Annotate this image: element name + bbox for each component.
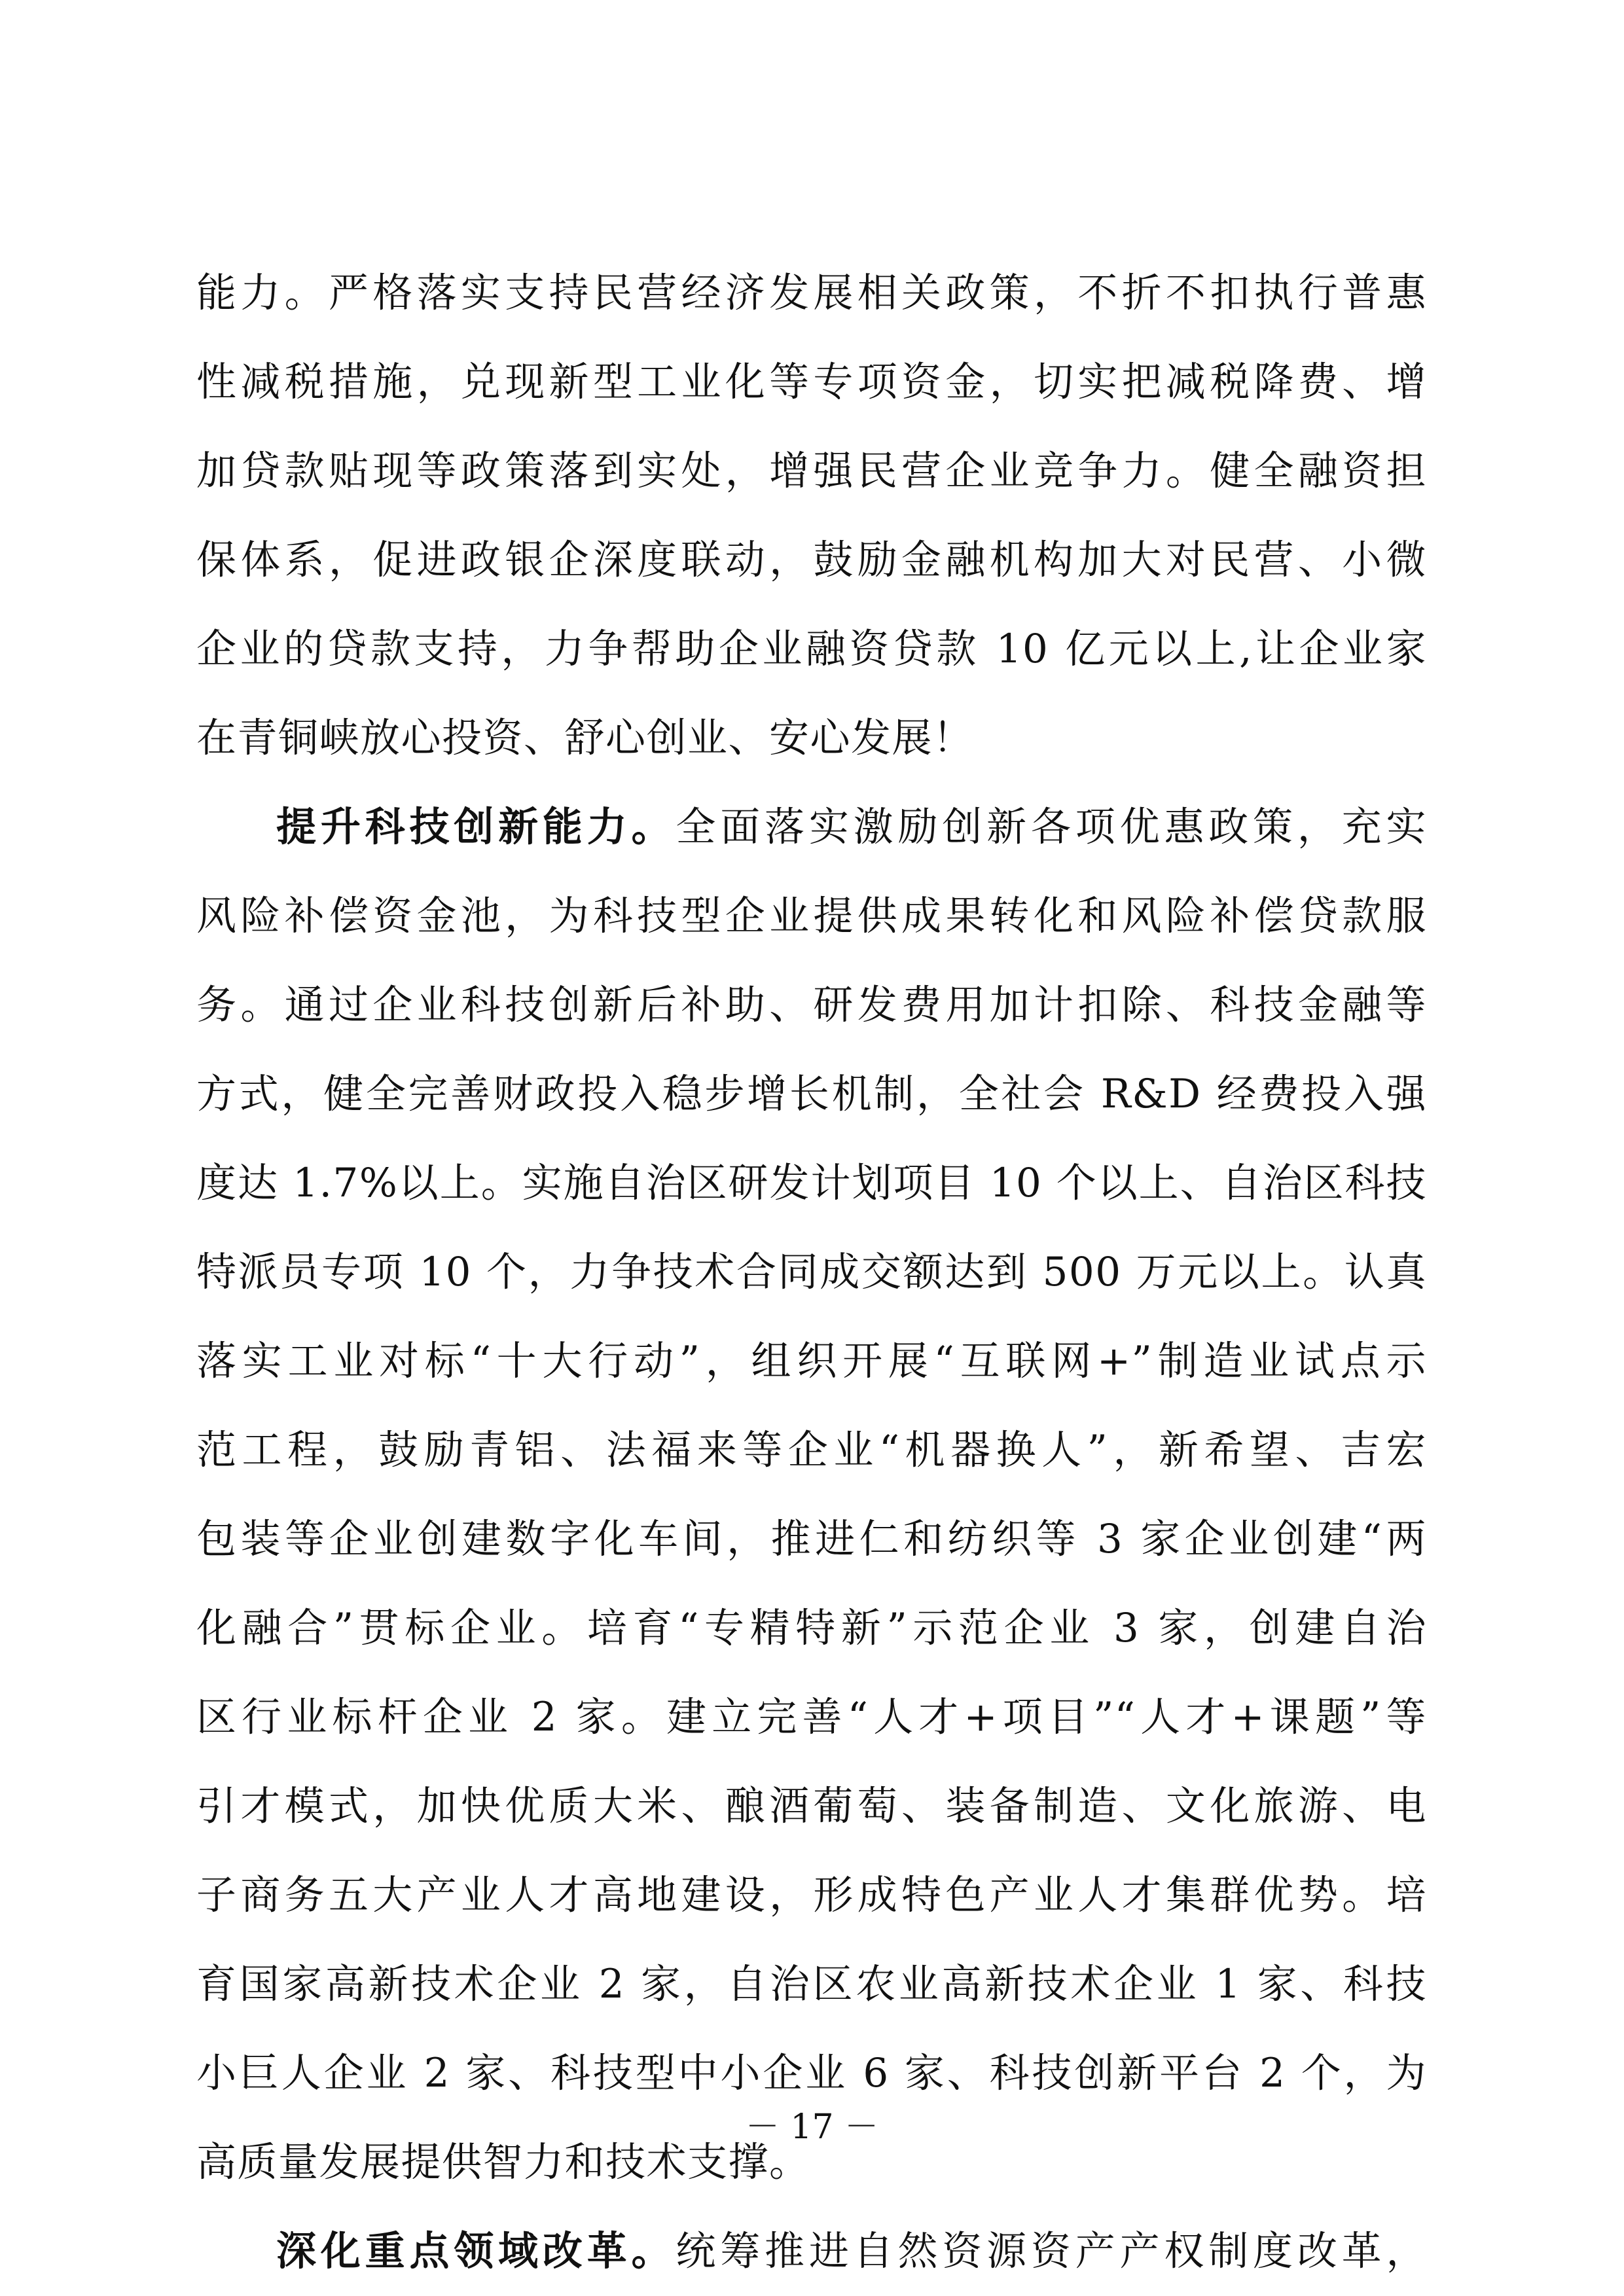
text-line: 保体系，促进政银企深度联动，鼓励金融机构加大对民营、小微 [196,537,1427,583]
section-heading-tech: 提升科技创新能力。 [276,804,676,850]
text-line: 风险补偿资金池，为科技型企业提供成果转化和风险补偿贷款服 [196,893,1427,939]
text-line: 加贷款贴现等政策落到实处，增强民营企业竞争力。健全融资担 [196,448,1427,494]
text-line [196,2207,1427,2296]
text-line: 引才模式，加快优质大米、酿酒葡萄、装备制造、文化旅游、电 [196,1783,1427,1829]
section-heading-reform: 深化重点领域改革。 [276,2228,676,2274]
paragraph-private-economy [196,249,1427,783]
text-line: 落实工业对标“十大行动”，组织开展“互联网+”制造业试点示 [196,1338,1427,1384]
text-line: 能力。严格落实支持民营经济发展相关政策，不折不扣执行普惠 [196,270,1427,316]
text-line: 务。通过企业科技创新后补助、研发费用加计扣除、科技金融等 [196,982,1427,1028]
text-line: 高质量发展提供智力和技术支撑。 [196,2139,810,2185]
text-line: 化融合”贯标企业。培育“专精特新”示范企业 3 家，创建自治 [196,1605,1427,1651]
text-line [196,783,1427,872]
text-line: 范工程，鼓励青铝、法福来等企业“机器换人”，新希望、吉宏 [196,1427,1427,1473]
paragraph-tech-innovation [196,783,1427,2207]
text-line: 育国家高新技术企业 2 家，自治区农业高新技术企业 1 家、科技 [196,1961,1427,2007]
text-line: 方式，健全完善财政投入稳步增长机制，全社会 R&D 经费投入强 [196,1071,1427,1117]
text-line: 小巨人企业 2 家、科技型中小企业 6 家、科技创新平台 2 个，为 [196,2050,1427,2096]
section-first-line-text: 全面落实激励创新各项优惠政策，充实 [676,804,1427,850]
text-line: 性减税措施，兑现新型工业化等专项资金，切实把减税降费、增 [196,359,1427,405]
page-number: － 17 － [745,2108,879,2147]
text-line: 区行业标杆企业 2 家。建立完善“人才+项目”“人才+课题”等 [196,1694,1427,1740]
paragraph-reform [196,2207,1427,2296]
text-line: 企业的贷款支持，力争帮助企业融资贷款 10 亿元以上,让企业家 [196,626,1427,672]
text-line: 特派员专项 10 个，力争技术合同成交额达到 500 万元以上。认真 [196,1249,1427,1295]
section-first-line-text: 统筹推进自然资源资产产权制度改革， [676,2228,1427,2274]
text-line: 度达 1.7%以上。实施自治区研发计划项目 10 个以上、自治区科技 [196,1160,1427,1206]
text-line: 包装等企业创建数字化车间，推进仁和纺织等 3 家企业创建“两 [196,1516,1427,1562]
document-body [196,249,1427,2296]
text-line: 在青铜峡放心投资、舒心创业、安心发展！ [196,715,974,761]
text-line: 子商务五大产业人才高地建设，形成特色产业人才集群优势。培 [196,1872,1427,1918]
